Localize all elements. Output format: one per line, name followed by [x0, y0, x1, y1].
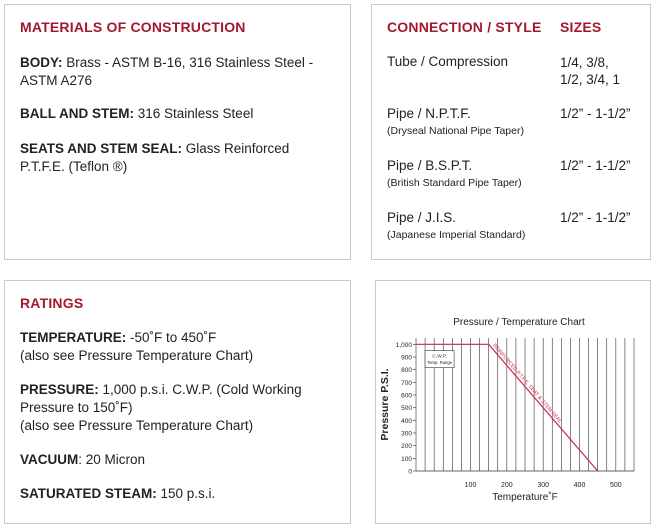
vacuum-label: VACUUM — [20, 452, 79, 467]
ball-value: 316 Stainless Steel — [134, 106, 254, 121]
y-tick-label: 400 — [401, 417, 412, 425]
cwp-box-line2: Temp. Range — [427, 360, 453, 366]
x-tick-label: 200 — [500, 482, 513, 489]
connection-sizes — [560, 158, 631, 173]
temperature-value: -50˚F to 450˚F — [126, 330, 217, 345]
connection-title: CONNECTION / STYLE — [387, 19, 542, 35]
x-tick-label: 100 — [464, 482, 477, 489]
connection-note: (British Standard Pipe Taper) — [387, 177, 522, 189]
body-value: Brass - ASTM B-16, 316 Stainless Steel - ASTM A276 — [20, 55, 314, 88]
x-tick-label: 500 — [609, 482, 622, 489]
ratings-title: RATINGS — [20, 295, 84, 311]
connection-sizes — [560, 54, 620, 88]
ball-label: BALL AND STEM: — [20, 106, 134, 121]
chart-annotations — [425, 343, 563, 425]
ratings-panel — [4, 280, 351, 524]
x-tick-label: 300 — [537, 482, 550, 489]
y-tick-label: 200 — [401, 443, 412, 451]
pressure-note: (also see Pressure Temperature Chart) — [20, 418, 254, 433]
sizes-line: 1/4, 3/8, — [560, 55, 609, 70]
sizes-line: 1/2” - 1-1/2” — [560, 106, 631, 121]
y-tick-label: 600 — [401, 392, 412, 400]
sizes-line: 1/2” - 1-1/2” — [560, 158, 631, 173]
sizes-line: 1/2” - 1-1/2” — [560, 210, 631, 225]
x-axis-label: Temperature˚F — [492, 492, 558, 503]
y-tick-label: 900 — [401, 354, 412, 362]
pressure-spec — [20, 381, 330, 435]
steam-value: 150 p.s.i. — [156, 486, 216, 501]
y-tick-label: 500 — [401, 405, 412, 413]
vacuum-spec — [20, 451, 145, 469]
y-tick-label: 700 — [401, 379, 412, 387]
y-axis-label: Pressure P.S.I. — [379, 368, 391, 441]
connection-style: Pipe / J.I.S. — [387, 210, 457, 225]
connection-sizes — [560, 106, 631, 121]
connection-style: Pipe / B.S.P.T. — [387, 158, 473, 173]
ball-spec — [20, 105, 340, 123]
body-label: BODY: — [20, 55, 63, 70]
temperature-note: (also see Pressure Temperature Chart) — [20, 348, 254, 363]
seats-label: SEATS AND STEM SEAL: — [20, 141, 183, 156]
y-tick-labels — [396, 342, 413, 476]
connection-sizes — [560, 210, 631, 225]
steam-spec — [20, 485, 215, 503]
y-tick-label: 0 — [408, 468, 412, 476]
connection-row — [387, 210, 525, 241]
body-spec — [20, 54, 340, 90]
seats-spec — [20, 140, 330, 176]
cwp-box-line1: C.W.P. — [432, 354, 447, 360]
y-tick-label: 1,000 — [395, 341, 412, 349]
connection-style: Tube / Compression — [387, 54, 509, 69]
connection-note: (Dryseal National Pipe Taper) — [387, 125, 524, 137]
y-tick-label: 300 — [401, 430, 412, 438]
chart-panel — [375, 280, 651, 524]
connection-row — [387, 106, 524, 137]
chart-title: Pressure / Temperature Chart — [453, 317, 585, 328]
materials-panel — [4, 4, 351, 260]
materials-title: MATERIALS OF CONSTRUCTION — [20, 19, 246, 35]
pressure-value: 1,000 p.s.i. C.W.P. (Cold Working Pressure to 150˚F) — [20, 382, 302, 415]
y-tick-label: 100 — [401, 455, 412, 463]
connection-note: (Japanese Imperial Standard) — [387, 229, 526, 241]
connection-row — [387, 158, 522, 189]
sizes-line: 1/2, 3/4, 1 — [560, 72, 621, 87]
connection-row — [387, 54, 508, 69]
y-tick-label: 800 — [401, 367, 412, 375]
temperature-spec — [20, 329, 340, 365]
seats-value: Glass Reinforced P.T.F.E. (Teflon ®) — [20, 141, 290, 174]
diagonal-annotation: REINFORCED P.T.F.E. SEAT & STEM SEAL — [491, 342, 563, 425]
connection-style: Pipe / N.P.T.F. — [387, 106, 471, 121]
pressure-label: PRESSURE: — [20, 382, 99, 397]
pressure-temperature-chart — [376, 281, 650, 523]
sizes-title: SIZES — [560, 19, 602, 35]
temperature-label: TEMPERATURE: — [20, 330, 127, 345]
vacuum-value: : 20 Micron — [78, 452, 146, 467]
connection-panel — [371, 4, 651, 260]
steam-label: SATURATED STEAM: — [20, 486, 157, 501]
x-tick-labels — [465, 482, 622, 489]
x-tick-label: 400 — [573, 482, 586, 489]
